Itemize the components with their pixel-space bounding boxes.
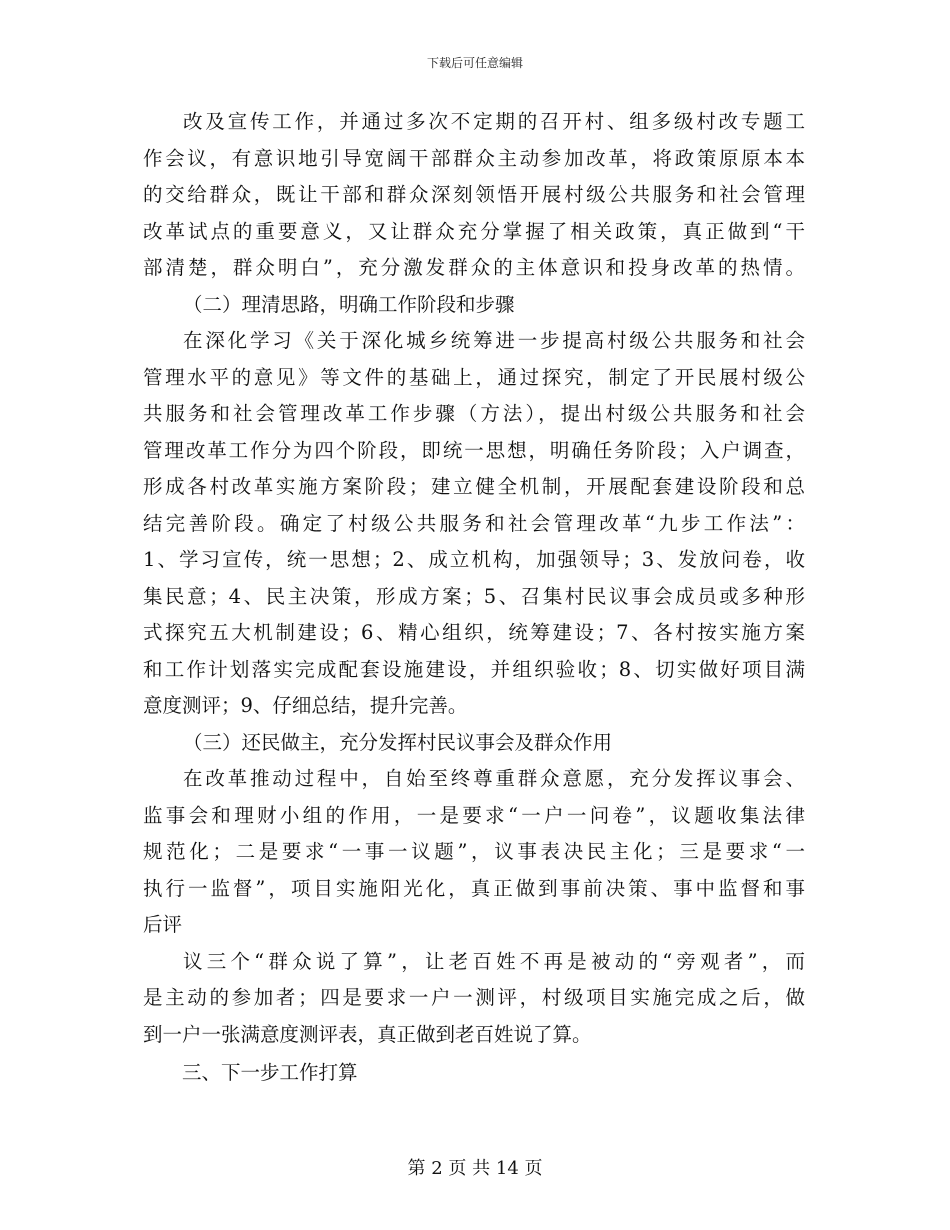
paragraph [143,323,805,725]
paragraph [143,104,805,287]
paragraph [143,761,805,944]
text-line: 改革试点的重要意义，又让群众充分掌握了相关政策，真正做到“干 [143,219,805,243]
text-line: 在改革推动过程中，自始至终尊重群众意愿，充分发挥议事会、 [183,767,805,790]
text-line: 和工作计划落实完成配套设施建设，并组织验收；8、切实做好项目满 [143,657,805,681]
text-line: 在深化学习《关于深化城乡统筹进一步提高村级公共服务和社会 [183,329,805,352]
text-line: 集民意；4、民主决策，形成方案；5、召集村民议事会成员或多种形 [143,584,805,608]
text-line: 改及宣传工作，并通过多次不定期的召开村、组多级村改专题工 [183,110,805,133]
text-line: 到一户一张满意度测评表，真正做到老百姓说了算。 [143,1022,592,1046]
heading-line: 三、下一步工作打算 [182,1061,358,1084]
text-line: 后评 [143,913,183,936]
text-line: 管理改革工作分为四个阶段，即统一思想，明确任务阶段；入户调查， [143,438,805,462]
text-line: 规范化；二是要求“一事一议题”，议事表决民主化；三是要求“一 [143,840,805,863]
text-line: 结完善阶段。确定了村级公共服务和社会管理改革“九步工作法”： [143,511,805,535]
text-line: 1、学习宣传，统一思想；2、成立机构，加强领导；3、发放问卷，收 [143,548,805,571]
page-prefix: 第 [407,1158,426,1179]
text-line: 作会议，有意识地引导宽阔干部群众主动参加改革，将政策原原本本 [143,146,805,170]
text-line: 管理水平的意见》等文件的基础上，通过探究，制定了开民展村级公 [143,365,805,389]
page-suffix: 页 [524,1158,543,1179]
text-line: 监事会和理财小组的作用，一是要求“一户一问卷”，议题收集法律 [143,803,805,827]
paragraph [143,944,805,1054]
text-line: 部清楚，群众明白”，充分激发群众的主体意识和投身改革的热情。 [143,256,805,279]
page-number: 2 [431,1158,443,1179]
page-footer [0,1154,950,1180]
text-line: 是主动的参加者；四是要求一户一测评，村级项目实施完成之后，做 [143,986,805,1009]
page-header: 下载后可任意编辑 [426,56,523,70]
document-body [143,104,805,1092]
text-line: 议三个“群众说了算”，让老百姓不再是被动的“旁观者”，而 [183,949,805,973]
heading-line: （二）理清思路，明确工作阶段和步骤 [183,292,515,316]
page-total: 14 [495,1158,519,1179]
section-heading [143,1055,805,1092]
text-line: 意度测评；9、仔细总结，提升完善。 [143,694,468,717]
text-line: 式探究五大机制建设；6、精心组织，统筹建设；7、各村按实施方案 [143,621,805,644]
text-line: 执行一监督”，项目实施阳光化，真正做到事前决策、事中监督和事 [143,876,805,900]
section-heading [143,287,805,324]
section-heading [143,725,805,762]
page-middle: 页 共 [448,1158,491,1179]
text-line: 形成各村改革实施方案阶段；建立健全机制，开展配套建设阶段和总 [143,475,805,498]
heading-line: （三）还民做主，充分发挥村民议事会及群众作用 [183,730,613,754]
text-line: 共服务和社会管理改革工作步骤（方法），提出村级公共服务和社会 [143,402,805,425]
text-line: 的交给群众，既让干部和群众深刻领悟开展村级公共服务和社会管理 [143,183,805,206]
